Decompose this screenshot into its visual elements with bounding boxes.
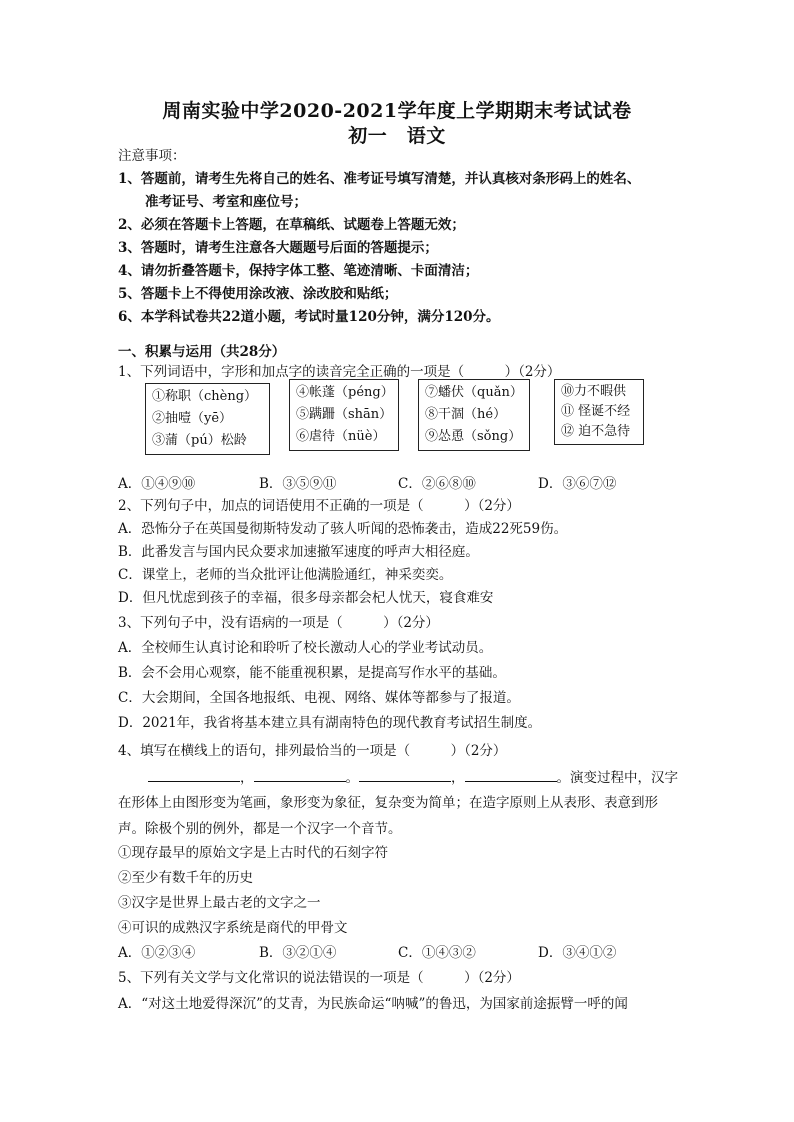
q3-option-a: A．全校师生认真讨论和聆听了校长激动人心的学业考试动员。 <box>118 640 493 656</box>
q4-paragraph-line-3: 声。除极个别的例外，都是一个汉字一个音节。 <box>118 821 402 837</box>
blank-2[interactable] <box>254 767 346 782</box>
exam-subtitle: 初一 语文 <box>348 125 446 147</box>
q2-option-d: D．但凡忧虑到孩子的幸福，很多母亲都会杞人忧天，寝食难安 <box>118 590 494 606</box>
q1-word: ⑪ 怪诞不经 <box>561 404 631 419</box>
blank-3[interactable] <box>359 767 451 782</box>
note-item: 4、请勿折叠答题卡，保持字体工整、笔迹清晰、卡面清洁； <box>118 263 479 279</box>
exam-title: 周南实验中学2020-2021学年度上学期期末考试试卷 <box>162 100 632 122</box>
notes-heading: 注意事项： <box>118 148 186 164</box>
q1-word: ⑨怂恿（sǒng） <box>425 429 522 444</box>
q4-item: ③汉字是世界上最古老的文字之一 <box>118 895 321 911</box>
blank-4[interactable] <box>465 767 557 782</box>
q4-option-d: D．③④①② <box>538 945 617 961</box>
note-item: 准考证号、考室和座位号； <box>145 194 307 210</box>
note-item: 5、答题卡上不得使用涂改液、涂改胶和贴纸； <box>118 286 398 302</box>
note-item: 2、必须在答题卡上答题，在草稿纸、试题卷上答题无效； <box>118 217 465 233</box>
q1-word-box-4 <box>554 379 644 445</box>
q4-option-c: C．①④③② <box>398 945 476 961</box>
question-1-stem: 1、下列词语中，字形和加点字的读音完全正确的一项是（ ）（2分） <box>118 364 561 380</box>
q4-item: ②至少有数千年的历史 <box>118 870 253 886</box>
q1-word: ④帐蓬（péng） <box>296 385 394 400</box>
q4-option-a: A．①②③④ <box>118 945 196 961</box>
q1-option-b: B．③⑤⑨⑪ <box>259 476 337 492</box>
q5-option-a: A．“对这土地爱得深沉”的艾青，为民族命运“呐喊”的鲁迅，为国家前途振臂一呼的闻 <box>118 996 628 1012</box>
q4-paragraph-line-1: ， 。 ， 。演变过程中，汉字 <box>148 767 678 788</box>
q4-paragraph-line-2: 在形体上由图形变为笔画，象形变为象征，复杂变为简单；在造字原则上从表形、表意到形 <box>118 795 658 811</box>
q1-word-box-2 <box>289 379 399 451</box>
q1-word-box-3 <box>418 379 530 451</box>
q1-option-a: A．①④⑨⑩ <box>118 476 196 492</box>
question-4-stem: 4、填写在横线上的语句，排列最恰当的一项是（ ）（2分） <box>118 743 507 759</box>
q4-item: ①现存最早的原始文字是上古时代的石刻字符 <box>118 845 388 861</box>
note-item: 3、答题时，请考生注意各大题题号后面的答题提示； <box>118 240 438 256</box>
question-5-stem: 5、下列有关文学与文化常识的说法错误的一项是（ ）（2分） <box>118 970 520 986</box>
q2-option-b: B．此番发言与国内民众要求加速撤军速度的呼声大相径庭。 <box>118 544 479 560</box>
q1-option-d: D．③⑥⑦⑫ <box>538 476 617 492</box>
note-item: 1、答题前，请考生先将自己的姓名、准考证号填写清楚，并认真核对条形码上的姓名、 <box>118 171 641 187</box>
q2-option-a: A．恐怖分子在英国曼彻斯特发动了骇人听闻的恐怖袭击，造成22死59伤。 <box>118 521 568 537</box>
q1-word: ②抽噎（yē） <box>152 411 233 426</box>
q1-option-c: C．②⑥⑧⑩ <box>398 476 476 492</box>
q1-word: ⑧干涸（hé） <box>425 407 507 422</box>
blank-1[interactable] <box>148 767 240 782</box>
q1-word: ⑫ 迫不急待 <box>561 424 631 439</box>
question-2-stem: 2、下列句子中，加点的词语使用不正确的一项是（ ）（2分） <box>118 498 520 514</box>
question-3-stem: 3、下列句子中，没有语病的一项是（ ）（2分） <box>118 615 439 631</box>
q4-option-b: B．③②①④ <box>259 945 337 961</box>
q1-word: ⑦蟠伏（quǎn） <box>425 385 523 400</box>
q1-word-box-1 <box>145 383 270 455</box>
q3-option-d: D．2021年，我省将基本建立具有湖南特色的现代教育考试招生制度。 <box>118 715 542 731</box>
q1-word: ③蒲（pú）松龄 <box>152 433 247 448</box>
note-item: 6、本学科试卷共22道小题，考试时量120分钟，满分120分。 <box>118 309 500 325</box>
q3-option-c: C．大会期间，全国各地报纸、电视、网络、媒体等都参与了报道。 <box>118 690 520 706</box>
q2-option-c: C．课堂上，老师的当众批评让他满脸通红，神采奕奕。 <box>118 567 453 583</box>
q1-word: ⑩力不暇供 <box>561 384 627 399</box>
q1-word: ⑤蹒跚（shān） <box>296 407 393 422</box>
q3-option-b: B．会不会用心观察，能不能重视积累，是提高写作水平的基础。 <box>118 665 506 681</box>
q1-word: ①称职（chèng） <box>152 389 258 404</box>
q1-word: ⑥虐待（nüè） <box>296 429 386 444</box>
section-heading: 一、积累与运用（共28分） <box>118 344 286 360</box>
q4-item: ④可识的成熟汉字系统是商代的甲骨文 <box>118 920 348 936</box>
